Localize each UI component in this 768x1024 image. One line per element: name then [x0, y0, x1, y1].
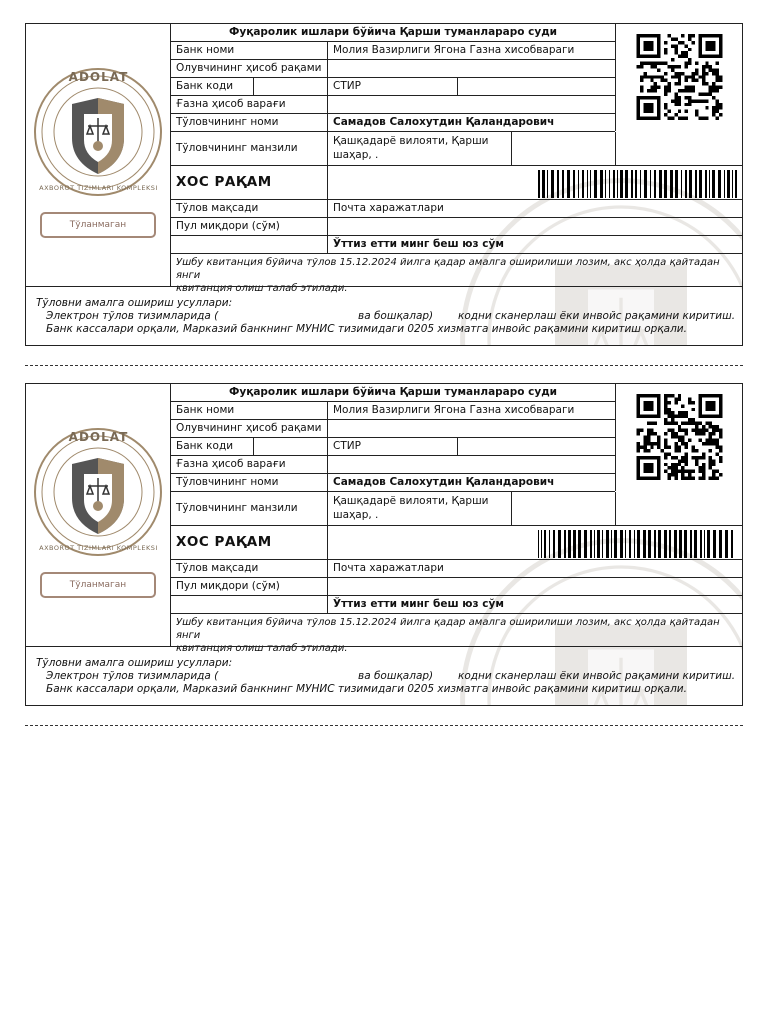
amount-row — [171, 578, 743, 596]
methods-line2: Банк кассалари орқали, Марказий банкнинг МУНИС тизимидаги 0205 хизматга инвойс рақамини киритиш орқали. — [46, 683, 687, 695]
payer-address-row — [171, 492, 743, 526]
bank-code-value — [253, 78, 327, 95]
stir-label: СТИР — [327, 438, 457, 455]
methods-line1-b: ва бошқалар) — [358, 310, 434, 322]
payer-name-label: Тўловчининг номи — [176, 116, 279, 128]
recipient-account-row — [171, 60, 615, 78]
logo-subtitle: AXBOROT TIZIMLARI KOMPLEKSI — [39, 544, 158, 552]
adolat-logo-icon — [32, 66, 164, 198]
recipient-account-label: Олувчининг ҳисоб рақами — [176, 62, 322, 74]
amount-words-row — [171, 596, 743, 614]
amount-words: Ўттиз етти минг беш юз сўм — [327, 596, 743, 613]
amount-row — [171, 218, 743, 236]
receipt-details-grid — [171, 384, 743, 654]
bank-name-value: Молия Вазирлиги Ягона Газна хисобвараги — [327, 42, 615, 59]
special-number-row — [171, 526, 743, 560]
amount-label: Пул миқдори (сўм) — [176, 220, 280, 232]
amount-words-row — [171, 236, 743, 254]
court-name: Фуқаролик ишлари бўйича Қарши туманлараро суди — [171, 384, 615, 402]
methods-line2: Банк кассалари орқали, Марказий банкнинг МУНИС тизимидаги 0205 хизматга инвойс рақамини киритиш орқали. — [46, 323, 687, 335]
unpaid-stamp: Тўланмаган — [40, 212, 156, 238]
notice-line2: квитанция олиш талаб этилади. — [176, 643, 348, 654]
qr-code-cell — [615, 384, 743, 491]
methods-line1-b: ва бошқалар) — [358, 670, 434, 682]
payer-address-line2: шаҳар, . — [333, 149, 379, 161]
payment-receipt — [25, 383, 743, 706]
bank-name-row — [171, 42, 615, 60]
payer-address-value — [327, 492, 511, 525]
payer-address-extra — [511, 132, 615, 165]
bank-code-label: Банк коди — [176, 440, 234, 452]
purpose-row — [171, 560, 743, 578]
logo-subtitle: AXBOROT TIZIMLARI KOMPLEKSI — [39, 184, 158, 192]
logo-column — [26, 24, 171, 286]
methods-title: Тўловни амалга ошириш усуллари: — [36, 657, 233, 669]
payer-name-row — [171, 114, 615, 132]
amount-words: Ўттиз етти минг беш юз сўм — [327, 236, 743, 253]
methods-title: Тўловни амалга ошириш усуллари: — [36, 297, 233, 309]
receipt-details-grid — [171, 24, 743, 294]
purpose-value: Почта харажатлари — [327, 200, 743, 217]
notice-line1: Ушбу квитанция бўйича тўлов 15.12.2024 йилга қадар амалга оширилиши лозим, акс ҳолда қайтадан янги — [176, 617, 720, 641]
amount-words-spacer — [171, 596, 327, 613]
payer-address-label: Тўловчининг манзили — [176, 502, 298, 514]
adolat-logo-icon — [32, 426, 164, 558]
payer-name-row — [171, 474, 615, 492]
payment-receipt — [25, 23, 743, 346]
bank-name-value: Молия Вазирлиги Ягона Газна хисобвараги — [327, 402, 615, 419]
treasury-account-label: Ғазна ҳисоб варағи — [176, 458, 286, 470]
payer-name-label: Тўловчининг номи — [176, 476, 279, 488]
amount-words-spacer — [171, 236, 327, 253]
methods-line1-a: Электрон тўлов тизимларида ( — [46, 670, 219, 682]
bank-code-row — [171, 78, 615, 96]
payer-address-line1: Қашқадарё вилояти, Қарши — [333, 135, 489, 147]
special-number-label: ХОС РАҚАМ — [176, 534, 272, 550]
deadline-notice — [171, 254, 743, 294]
logo-title: ADOLAT — [68, 70, 129, 84]
bank-code-value — [253, 438, 327, 455]
bank-name-label: Банк номи — [176, 404, 235, 416]
recipient-account-value — [327, 60, 615, 77]
special-number-label: ХОС РАҚАМ — [176, 174, 272, 190]
deadline-notice — [171, 614, 743, 654]
recipient-account-row — [171, 420, 615, 438]
payer-address-value — [327, 132, 511, 165]
treasury-account-row — [171, 456, 615, 474]
cut-line — [25, 365, 743, 366]
stir-value — [457, 78, 615, 95]
purpose-label: Тўлов мақсади — [176, 562, 259, 574]
qr-bottom-spacer — [615, 492, 743, 525]
methods-line1-c: кодни сканерлаш ёки инвойс рақамини киритиш. — [458, 310, 736, 322]
barcode-icon — [538, 170, 738, 198]
payer-address-row — [171, 132, 743, 166]
treasury-account-value — [327, 456, 615, 473]
bank-code-label: Банк коди — [176, 80, 234, 92]
methods-line1-c: кодни сканерлаш ёки инвойс рақамини киритиш. — [458, 670, 736, 682]
notice-line1: Ушбу квитанция бўйича тўлов 15.12.2024 йилга қадар амалга оширилиши лозим, акс ҳолда қайтадан янги — [176, 257, 720, 281]
payer-address-line2: шаҳар, . — [333, 509, 379, 521]
special-number-value — [327, 166, 743, 199]
treasury-account-value — [327, 96, 615, 113]
recipient-account-value — [327, 420, 615, 437]
payment-methods — [26, 286, 743, 346]
stir-label: СТИР — [327, 78, 457, 95]
barcode-icon — [538, 530, 738, 558]
amount-label: Пул миқдори (сўм) — [176, 580, 280, 592]
qr-bottom-spacer — [615, 132, 743, 165]
bank-name-row — [171, 402, 615, 420]
bank-name-label: Банк номи — [176, 44, 235, 56]
payment-methods — [26, 646, 743, 706]
treasury-account-label: Ғазна ҳисоб варағи — [176, 98, 286, 110]
payer-address-label: Тўловчининг манзили — [176, 142, 298, 154]
purpose-label: Тўлов мақсади — [176, 202, 259, 214]
stir-value — [457, 438, 615, 455]
unpaid-stamp: Тўланмаган — [40, 572, 156, 598]
qr-code-icon — [635, 34, 724, 120]
payer-name-value: Самадов Салохутдин Қаландарович — [327, 114, 615, 131]
recipient-account-label: Олувчининг ҳисоб рақами — [176, 422, 322, 434]
amount-value — [327, 578, 743, 595]
treasury-account-row — [171, 96, 615, 114]
notice-line2: квитанция олиш талаб этилади. — [176, 283, 348, 294]
purpose-row — [171, 200, 743, 218]
qr-code-cell — [615, 24, 743, 131]
special-number-row — [171, 166, 743, 200]
bank-code-row — [171, 438, 615, 456]
special-number-value — [327, 526, 743, 559]
cut-line — [25, 725, 743, 726]
logo-column — [26, 384, 171, 646]
payer-address-extra — [511, 492, 615, 525]
qr-code-icon — [635, 394, 724, 480]
purpose-value: Почта харажатлари — [327, 560, 743, 577]
logo-title: ADOLAT — [68, 430, 129, 444]
amount-value — [327, 218, 743, 235]
methods-line1-a: Электрон тўлов тизимларида ( — [46, 310, 219, 322]
payer-address-line1: Қашқадарё вилояти, Қарши — [333, 495, 489, 507]
court-name: Фуқаролик ишлари бўйича Қарши туманлараро суди — [171, 24, 615, 42]
payer-name-value: Самадов Салохутдин Қаландарович — [327, 474, 615, 491]
